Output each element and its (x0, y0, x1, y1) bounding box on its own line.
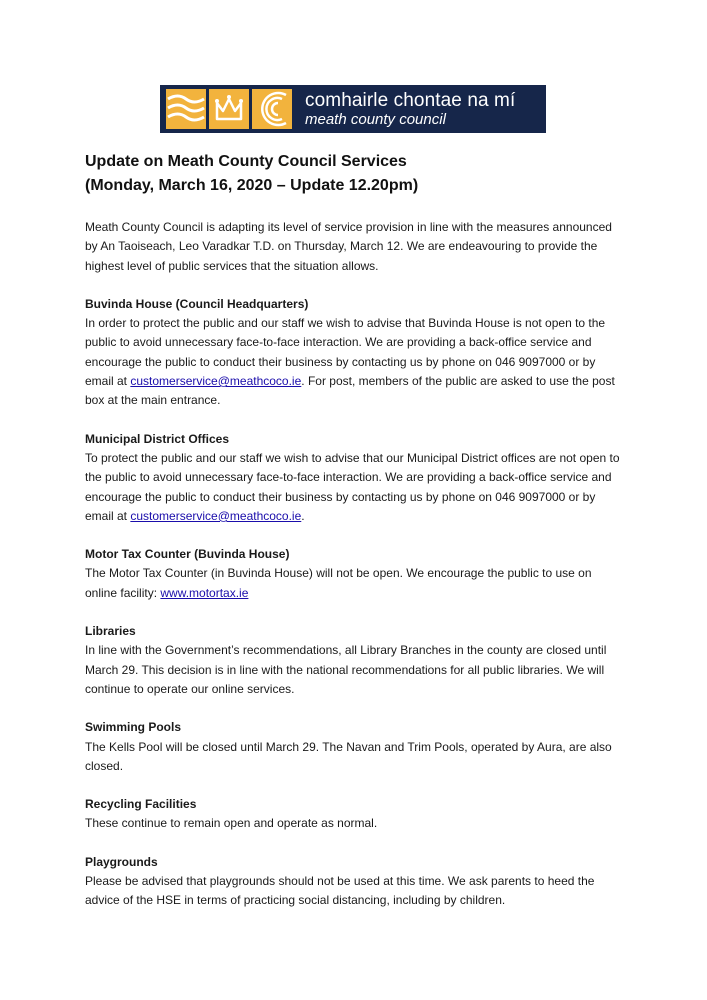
section-text: In line with the Government’s recommendations, all Library Branches in the county are closed until March 29. This decision is in line with the national recommendations for all public libraries. We will continue to operate our online services. (85, 643, 607, 696)
intro-paragraph: Meath County Council is adapting its level of service provision in line with the measures announced by An Taoiseach, Leo Varadkar T.D. on Thursday, March 12. We are endeavouring to provide the highest level of public services that the situation allows. (85, 220, 612, 273)
customer-service-email-link[interactable]: customerservice@meathcoco.ie (130, 374, 302, 389)
document-body (85, 150, 625, 911)
section-motor-tax-counter (85, 545, 625, 603)
section-text (85, 449, 625, 526)
section-text: These continue to remain open and operate as normal. (85, 816, 378, 831)
section-swimming-pools (85, 718, 625, 776)
meath-county-council-logo (160, 85, 546, 133)
section-buvinda-house (85, 295, 625, 411)
section-libraries (85, 622, 625, 699)
logo-icons (166, 89, 292, 129)
section-text-part: In order to protect the public and our staff we wish to advise that Buvinda House is not open to the public to avoid unnecessary face-to-face interaction. We are providing a back-office service and encourage the public to conduct their business by contacting us by phone on 046 9097000 or by email at (85, 316, 606, 389)
logo-text (305, 91, 515, 127)
section-heading: Playgrounds (85, 854, 158, 869)
section-heading: Buvinda House (Council Headquarters) (85, 296, 309, 311)
section-recycling-facilities (85, 795, 625, 834)
page-subtitle-date: (Monday, March 16, 2020 – Update 12.20pm) (85, 177, 419, 194)
section-heading: Recycling Facilities (85, 797, 197, 812)
section-heading: Motor Tax Counter (Buvinda House) (85, 547, 290, 562)
section-text: Please be advised that playgrounds should not be used at this time. We ask parents to heed the advice of the HSE in terms of practicing social distancing, including by children. (85, 874, 595, 908)
section-municipal-district-offices (85, 430, 625, 526)
logo-irish-name: comhairle chontae na mí (305, 90, 516, 111)
section-text-part: . (301, 508, 305, 523)
section-text: The Kells Pool will be closed until March 29. The Navan and Trim Pools, operated by Aura, are also closed. (85, 739, 612, 773)
section-text-part: To protect the public and our staff we wish to advise that our Municipal District offices are not open to the public to avoid unnecessary face-to-face interaction. We are providing a back-office service and encourage the public to conduct their business by contacting us by phone on 046 9097000 or by email at (85, 450, 620, 523)
section-text-part: The Motor Tax Counter (in Buvinda House) will not be open. We encourage the public to use on online facility: (85, 566, 592, 600)
crown-icon (209, 89, 249, 129)
page-title: Update on Meath County Council Services (85, 153, 407, 170)
section-heading: Libraries (85, 624, 136, 639)
section-text-part: . For post, members of the public are asked to use the post box at the main entrance. (85, 374, 615, 408)
motortax-website-link[interactable]: www.motortax.ie (160, 585, 249, 600)
waves-icon (166, 89, 206, 129)
spiral-icon (252, 89, 292, 129)
section-heading: Swimming Pools (85, 720, 182, 735)
section-text (85, 314, 625, 410)
section-text (85, 564, 625, 603)
logo-english-name: meath county council (305, 111, 446, 128)
section-playgrounds (85, 853, 625, 911)
section-heading: Municipal District Offices (85, 431, 230, 446)
customer-service-email-link[interactable]: customerservice@meathcoco.ie (130, 508, 302, 523)
